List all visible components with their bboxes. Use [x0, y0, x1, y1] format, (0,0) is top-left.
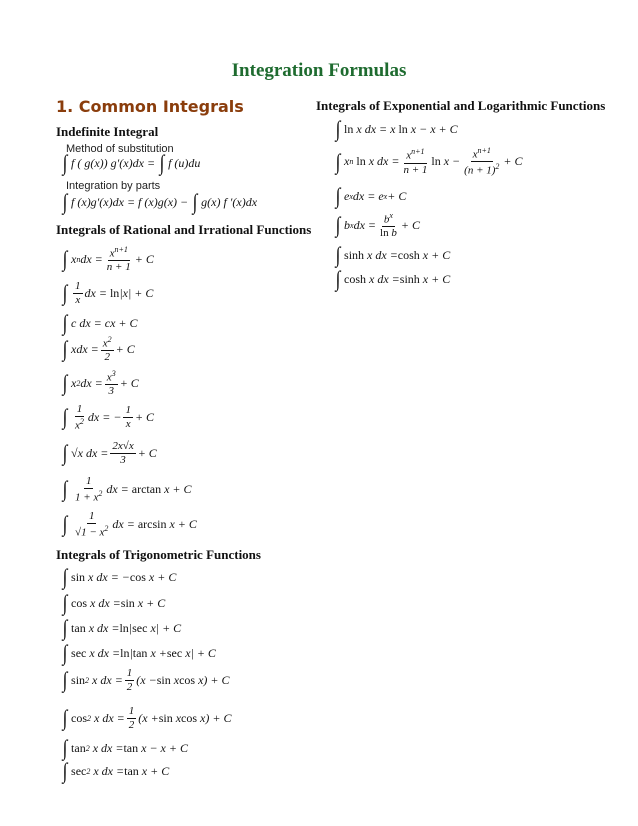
formula-x2: ∫ x 2 dx = $\frac{x^3}{3}$ + C [62, 369, 139, 398]
formula-tan: ∫ tan x dx = ln | sec x| + C [62, 615, 182, 640]
indefinite-heading: Indefinite Integral [56, 124, 159, 139]
page-title: Integration Formulas [231, 60, 407, 81]
formula-power: ∫ x n dx = $\frac{x^{n+1}}{n + 1}$ + C [62, 245, 154, 274]
formula-x: ∫ xdx = $\frac{x^2}{2}$ + C [62, 335, 135, 364]
formula-sec2: ∫ sec 2 x dx = tan x + C [62, 758, 170, 783]
formula-xn-ln: ∫ x n ln x dx = $\frac{x^{n+1}}{n + 1}$ ln x − $\frac{x^{n+1}}{(n + 1)^2}$ + C [335, 146, 523, 177]
formula-sinh: ∫ sinh x dx = cosh x + C [335, 242, 451, 267]
formula-bx: ∫ b x dx = $\frac{b^x}{\text{ln b}}$ + C [335, 211, 420, 240]
formula-tan2: ∫ tan 2 x dx = tan x − x + C [62, 735, 188, 760]
formula-inv-x2: ∫ $\frac{1}{x^2}$ dx = − $\frac{1}{x}$ + C [62, 403, 155, 432]
formula-ln: ∫ ln x dx = x ln x − x + C [335, 116, 458, 141]
trig-heading: Integrals of Trigonometric Functions [56, 547, 261, 562]
formula-arctan: ∫ $\frac{1}{1 + x^2}$ dx = arctan x + C [62, 475, 192, 504]
formula-substitution: ∫ f ( g(x)) g′(x)dx = ∫ f (u)du [62, 150, 201, 175]
formula-constant: ∫ c dx = cx + C [62, 310, 138, 335]
formula-sin: ∫ sin x dx = − cos x + C [62, 564, 177, 589]
formula-cos2: ∫ cos 2 x dx = $\frac{1}{2}$ (x + sin x cos x) + C [62, 705, 232, 731]
substitution-label: Method of substitution [66, 143, 174, 155]
formula-reciprocal: ∫ $\frac{1}{x}$ dx = ln |x| + C [62, 280, 154, 306]
exp-heading: Integrals of Exponential and Logarithmic Functions [316, 98, 606, 113]
formula-parts: ∫ f (x)g′(x)dx = f (x)g(x) − ∫ g(x) f ′(x)dx [62, 189, 258, 214]
formula-sqrt: ∫ √ x dx = $\frac{2x√x}{3}$ + C [62, 440, 157, 466]
formula-cos: ∫ cos x dx = sin x + C [62, 590, 166, 615]
formula-sec: ∫ sec x dx = ln | tan x + sec x| + C [62, 640, 216, 665]
formula-arcsin: ∫ $\frac{1}{√1 - x^2}$ dx = arcsin x + C [62, 510, 197, 539]
section-heading: 1. Common Integrals [56, 97, 244, 116]
parts-label: Integration by parts [66, 180, 161, 192]
formula-sin2: ∫ sin 2 x dx = $\frac{1}{2}$ (x − sin x cos x) + C [62, 667, 230, 693]
formula-cosh: ∫ cosh x dx = sinh x + C [335, 266, 451, 291]
formula-exp: ∫ e x dx = e x + C [335, 183, 407, 208]
rational-heading: Integrals of Rational and Irrational Functions [56, 222, 312, 237]
